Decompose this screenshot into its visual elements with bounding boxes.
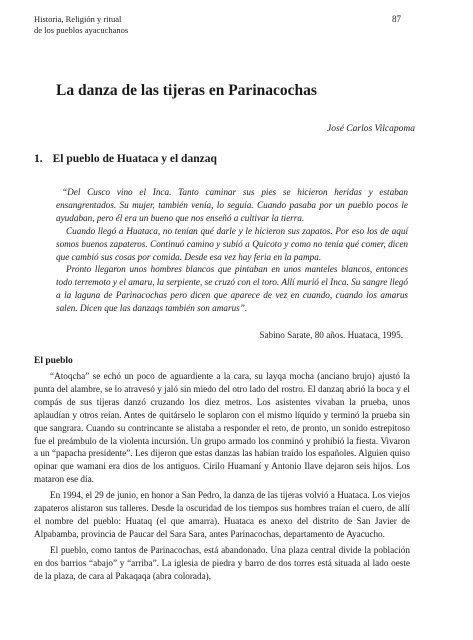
body-paragraph: El pueblo, como tantos de Parinacochas, está abandonado. Una plaza central divide la población en dos barrios “abajo” y “arriba”. La iglesia de piedra y barro de dos torres está situada al lado oeste de la plaza, de cara al Pakaqaqa (abra colorada), <box>34 544 410 581</box>
epigraph-paragraph: Pronto llegaron unos hombres blancos que pintaban en unos manteles blancos, entonces todo terremoto y el amaru, la serpiente, se cruzó con el toro. Allí murió el Inca. Su sangre llegó a la laguna de Parinacochas pero dicen que aparece de vez en cuando, cuando los amarus salen. Dicen que las danzaqs también son amarus”. <box>56 264 408 314</box>
page-number: 87 <box>392 14 401 24</box>
body-paragraph: “Atoqcha” se echó un poco de aguardiente a la cara, su layqa mocha (anciano brujo) ajustó la punta del alambre, se lo atravesó y jaló sin miedo del otro lado del rostro. El danzaq abrió la boca y el compás de sus tijeras danzó cruzando los diez metros. Los asistentes vivaban la prueba, unos aplaudían y otros reían. Antes de quitárselo le soplaron con el mismo líquido y terminó la prueba sin que sangrara. Cuando su contrincante se alistaba a responder el reto, de pronto, un sonido estrepitoso fue el preámbulo de la violenta incursión. Un grupo armado los conminó y prohibió la fiesta. Vivaron a un “papacha presidente”. Les dijeron que estas danzas las habían traído los españoles. Alguien quiso opinar que wamani era dios de los antiguos. Cirilo Huamaní y Antonio Ilave dejaron seis hijos. Los mataron ese día. <box>34 371 410 485</box>
epigraph-attribution: Sabino Sarate, 80 años. Huataca, 1995. <box>259 330 403 340</box>
article-author: José Carlos Vilcapoma <box>327 124 415 134</box>
running-head-line-1: Historia, Religión y ritual <box>34 14 122 24</box>
article-title: La danza de las tijeras en Parinacochas <box>56 82 317 99</box>
running-head-line-2: de los pueblos ayacuchanos <box>34 25 129 35</box>
section-heading <box>34 153 217 165</box>
subsection-heading: El pueblo <box>34 356 73 366</box>
body-text <box>34 370 410 583</box>
running-head <box>34 14 128 36</box>
section-title: El pueblo de Huataca y el danzaq <box>52 153 217 165</box>
epigraph <box>56 186 408 315</box>
epigraph-paragraph: “Del Cusco vino el Inca. Tanto caminar sus pies se hicieron heridas y estaban ensangrentados. Su mujer, también venía, lo seguía. Cuando pasaba por un pueblo pocos le ayudaban, pero él era un bueno que nos enseñó a cultivar la tierra. <box>56 187 408 223</box>
section-number: 1. <box>34 153 43 165</box>
epigraph-paragraph: Cuando llegó a Huataca, no tenían qué darle y le hicieron sus zapatos. Por eso los de aquí somos buenos zapateros. Continuó camino y subió a Quicoto y como no tenía qué comer, dicen que cambió sus cosas por comida. Desde esa vez hay feria en la pampa. <box>56 225 408 262</box>
body-paragraph: En 1994, el 29 de junio, en honor a San Pedro, la danza de las tijeras volvió a Huataca. Los viejos zapateros alistaron sus talleres. Desde la oscuridad de los tiempos sus hombres traían el cuero, de allí el nombre del pueblo: Huataq (el que amarra). Huataca es anexo del distrito de San Javier de Alpabamba, provincia de Paucar del Sara Sara, antes Parinacochas, departamento de Ayacucho. <box>34 490 410 539</box>
